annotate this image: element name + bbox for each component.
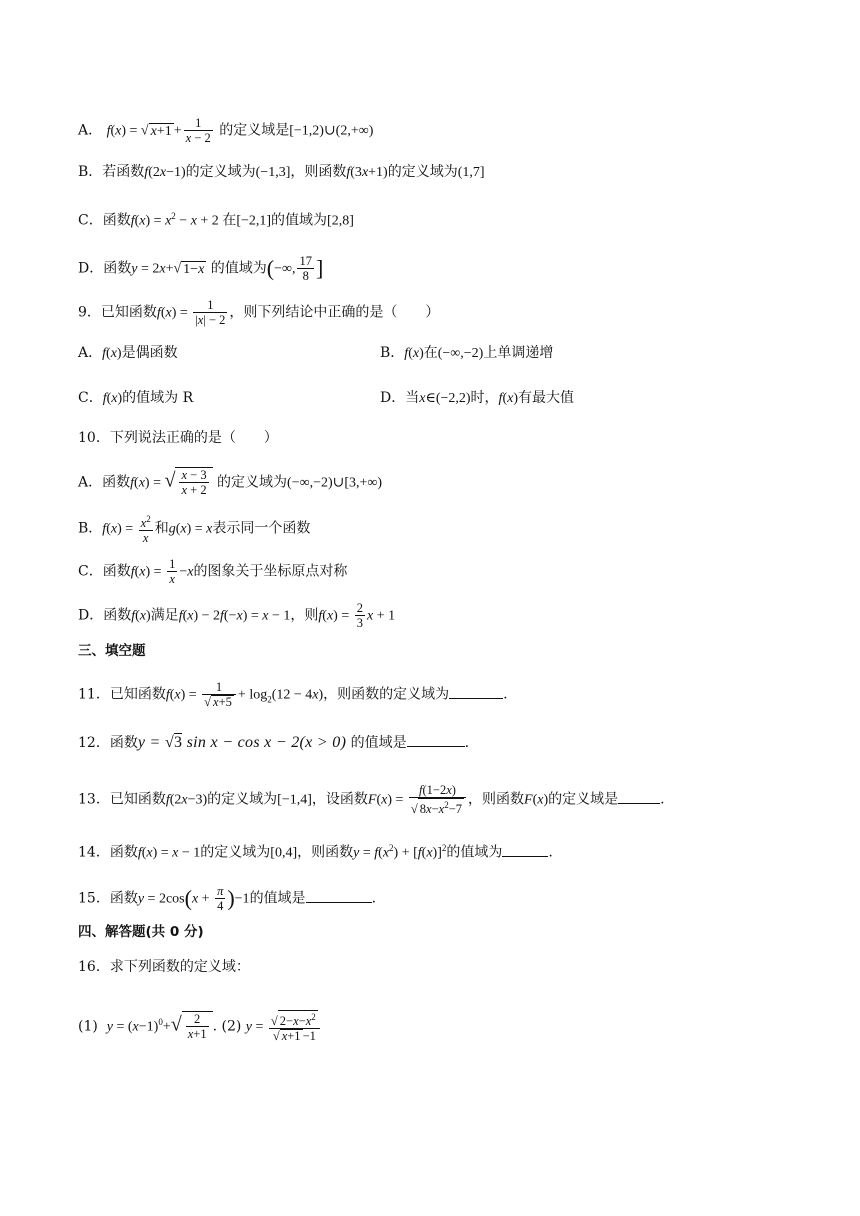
q8-option-c: C．函数$f(x) = x^2 - x + 2$ 在[−2,1]的值域为[2,8] bbox=[78, 211, 354, 229]
section-fill-in-blank-heading: 三、填空题 bbox=[78, 643, 146, 659]
q8-option-b: B．若函数f(2x−1)的定义域为(−1,3]，则函数f(3x+1)的定义域为(1,7] bbox=[78, 164, 485, 180]
equation-image: y = √3 sin x − cos x − 2(x > 0) bbox=[137, 734, 347, 751]
q11: 11．已知函数f(x) = $\frac{1}{√ x+5}$ + $\log_2(12 - 4x)$，则函数的定义域为 . bbox=[78, 680, 508, 709]
q15: 15．函数y = 2cos(x + $\frac{\pi}{4}$ )−1的值域是 . bbox=[78, 884, 377, 913]
q9-option-d: D．当x∈(−2,2)时，f(x)有最大值 bbox=[380, 390, 574, 406]
q9-option-a: A．f(x)是偶函数 bbox=[78, 345, 178, 361]
q8-option-d: D．函数y = 2x+√ 1−x 的值域为(−∞, $\frac{17}{8}$ ] bbox=[78, 254, 324, 283]
q16-parts: (1) $y = (x-1)^0+√$ $\frac{2}{x+1}$ . (2) y = $\frac{√ 2-x-x^2}{√ x+1 -1}$ bbox=[78, 1010, 322, 1030]
section-answer-heading: 四、解答题(共 0 分) bbox=[78, 924, 204, 940]
q9-option-c: C．f(x)的值域为 R bbox=[78, 390, 194, 406]
answer-blank[interactable] bbox=[618, 789, 660, 804]
q16-stem: 16．求下列函数的定义域： bbox=[78, 959, 250, 975]
q10-option-c: C．函数f(x) = $\frac{1}{x}$ −x的图象关于坐标原点对称 bbox=[78, 557, 348, 586]
q10-stem: 10．下列说法正确的是（ ） bbox=[78, 430, 278, 446]
math-expr: f bbox=[106, 123, 111, 139]
answer-blank[interactable] bbox=[306, 888, 372, 903]
q10-option-d: D．函数f(x)满足f(x) − 2f(−x) = x − 1，则f(x) = $\frac{2}{3}$ x + 1 bbox=[78, 601, 396, 630]
fraction: $\frac{1}{x - 2}$ bbox=[185, 116, 211, 145]
q14: 14．函数f(x) = x − 1的定义域为[0,4]，则函数$y = f(x^2) + [f(x)]^2$的值域为 . bbox=[78, 843, 553, 861]
answer-blank[interactable] bbox=[407, 732, 465, 747]
q8-option-a: A． f(x) = √ x+1 + $\frac{1}{x - 2}$ 的定义域是[−1,2)∪(2,+∞) bbox=[78, 116, 374, 145]
q9-stem: 9．已知函数f(x) = $\frac{1}{|x| - 2}$ ，则下列结论中正确的是（ ） bbox=[78, 298, 440, 327]
q9-option-b: B．f(x)在(−∞,−2)上单调递增 bbox=[380, 345, 554, 361]
q13: 13．已知函数f(2x−3)的定义域为[−1,4]，设函数F(x) = $\frac{f(1-2x)}{√ 8x-x^2-7}$ ，则函数F(x)的定义域是 . bbox=[78, 783, 665, 817]
answer-blank[interactable] bbox=[449, 684, 503, 699]
q10-option-b: B．f(x) = $\frac{x^2}{x}$ 和g(x) = x表示同一个函数 bbox=[78, 514, 311, 546]
answer-blank[interactable] bbox=[502, 842, 548, 857]
q12: 12．函数y = √3 sin x − cos x − 2(x > 0) 的值域是 . bbox=[78, 734, 470, 751]
q10-option-a: A．函数f(x) = √ $\frac{x - 3}{x + 2}$ 的定义域为(−∞,−2)∪[3,+∞) bbox=[78, 468, 383, 497]
